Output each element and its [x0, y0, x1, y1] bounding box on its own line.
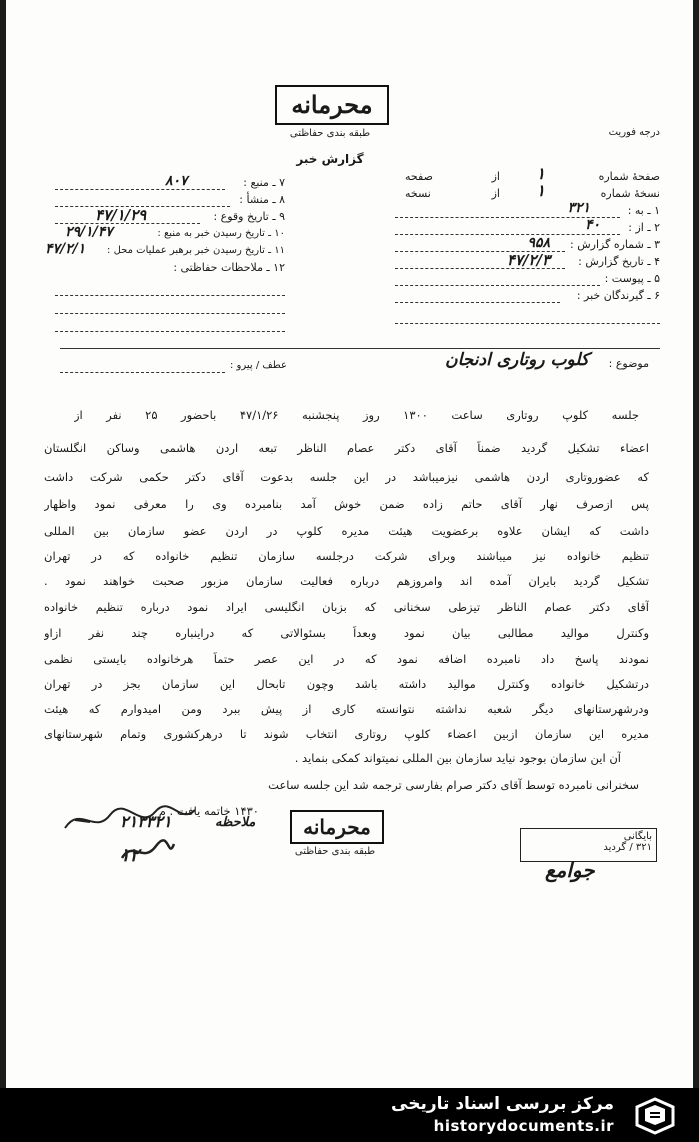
- body-line: تنظیم خانواده نیز میباشند وبرای شرکت درجلسه سازمان تنظیم خانواده که در تهران: [44, 549, 649, 563]
- body-line: مدیره این سازمان ازبین اعضاء کلوپ روتاری انتخاب شوند تا درهرکشوری وتمام شهرستانهای: [44, 727, 649, 741]
- field-origin: ۸ ـ منشأ :: [55, 193, 285, 210]
- body-line: ودرشهرستانهای دیگر شعبه نداشته نتوانسته کاری از پیش ببرد ومن امیدوارم که هیئت: [44, 702, 649, 716]
- classification-label: طبقه بندی حفاظتی: [289, 128, 371, 139]
- top-classification-stamp: [275, 85, 389, 125]
- body-line: نمودند پاسخ داد نامبرده اضافه نمود که در این عصر حتماً هرخانواده بایستی نظمی: [44, 652, 649, 666]
- right-fields-block: [395, 164, 660, 324]
- body-line: آقای دکتر عصام الناظر تیزطی سخنانی که بزبان انگلیسی ایراد نمود درباره تنظیم خانواده: [44, 600, 649, 614]
- field-received-source-date: ۱۰ ـ تاریخ رسیدن خبر به منبع : ۲۹/۱/۴۷: [65, 224, 285, 240]
- field-security-notes: ۱۲ ـ ملاحظات حفاظتی :: [173, 261, 285, 274]
- footer-watermark: [0, 1088, 699, 1142]
- body-line: درتشکیل خانواده وکنترل موالید داشته باشد وچون تابحال این سازمان بجز در تهران: [44, 677, 649, 691]
- body-line: آن این سازمان بوجود نیاید سازمان بین المللی نمیتواند کمکی بنماید .: [294, 751, 621, 765]
- subject-value: کلوب روتاری ادنجان: [445, 350, 589, 370]
- stamp-text: محرمانه: [291, 90, 373, 119]
- body-line: سخنرانی نامبرده توسط آقای دکتر صرام بفارسی ترجمه شد این جلسه ساعت: [268, 778, 639, 792]
- body-line: جلسه کلوپ روتاری ساعت ۱۳۰۰ روز پنجشنبه ۴۷/۱/۲۶ باحضور ۲۵ نفر از: [74, 408, 639, 422]
- archive-logo-icon: [633, 1095, 677, 1135]
- body-line: داشت که ایشان علاوه برعضویت هیئت مدیره کلوپ در اردن عضو سازمان بین المللی: [44, 524, 649, 538]
- body-line: اعضاء تشکیل گردید ضمناً آقای دکتر عصام الناظر تبعه اردن هاشمی وساکن انگلستان: [44, 441, 649, 455]
- field-page-number: صفحهٔ شماره ۱ از صفحه: [405, 164, 660, 183]
- field-attachment: ۵ ـ پیوست :: [395, 272, 660, 289]
- reference-dotted: [60, 372, 225, 373]
- field-report-date: ۴ ـ تاریخ گزارش : ۴۷/۲/۳: [395, 255, 660, 272]
- field-source: ۷ ـ منبع : ۸۰۷: [55, 176, 285, 193]
- handwritten-note-12: ۱۲: [120, 845, 140, 866]
- body-line: که عضوروتاری اردن هاشمی نیزمیباشد در این جلسه بدعوت آقای دکتر حکمی شرکت داشت: [44, 470, 649, 484]
- field-to: ۱ ـ به : ۳۲۱: [395, 204, 660, 221]
- header-separator: [60, 348, 660, 349]
- field-recipients: ۶ ـ گیرندگان خبر :: [395, 289, 660, 306]
- left-scan-edge: [0, 0, 6, 1088]
- field-from: ۲ ـ از : ۴۰: [395, 221, 660, 238]
- left-fields-block: [45, 173, 285, 332]
- body-line: پس ازصرف نهار آقای حاتم زاده ضمن خوش آمد بنامبرده وی را معرفی نمود واظهار: [44, 497, 649, 511]
- report-type-title: گزارش خبر: [296, 152, 364, 166]
- handwritten-number: ۲۱۳۳۲۱: [120, 812, 172, 831]
- subject-label: موضوع :: [608, 357, 649, 370]
- archive-stamp: بایگانی ۳۲۱ / گردید: [520, 828, 657, 862]
- field-occurrence-date: ۹ ـ تاریخ وقوع : ۴۷/۱/۲۹: [55, 210, 285, 227]
- bottom-classification-label: طبقه بندی حفاظتی: [294, 846, 376, 857]
- body-line: ۱۴۳۰ خاتمه یافت . م: [158, 804, 259, 818]
- field-received-leader-date: ۱۱ ـ تاریخ رسیدن خبر برهبر عملیات محل : ۴۷/۲/۱: [45, 241, 285, 257]
- footer-org-name: مرکز بررسی اسناد تاریخی: [391, 1094, 614, 1114]
- handwritten-center-note: ملاحظه: [215, 815, 256, 830]
- body-line: وکنترل موالید مطالبی بیان نمود وبعداً بسئوالاتی که دراینباره چند نفر ازاو: [44, 626, 649, 640]
- body-line: تشکیل گردید بایران آمده اند وامروزهم درباره فعالیت سازمان مزبور صحبت خواهند نمود .: [44, 574, 649, 588]
- handwritten-category: جوامع: [545, 858, 595, 882]
- footer-website: historydocuments.ir: [433, 1117, 614, 1135]
- right-scan-edge: [693, 0, 699, 1088]
- reference-label: عطف / پیرو :: [230, 360, 287, 371]
- field-copy-number: نسخهٔ شماره ۱ از نسخه: [405, 181, 660, 200]
- field-report-number: ۳ ـ شماره گزارش : ۹۵۸: [395, 238, 660, 255]
- handwritten-mark: [118, 838, 178, 866]
- bottom-classification-stamp: محرمانه: [290, 810, 384, 844]
- urgency-label: درجه فوریت: [608, 127, 660, 138]
